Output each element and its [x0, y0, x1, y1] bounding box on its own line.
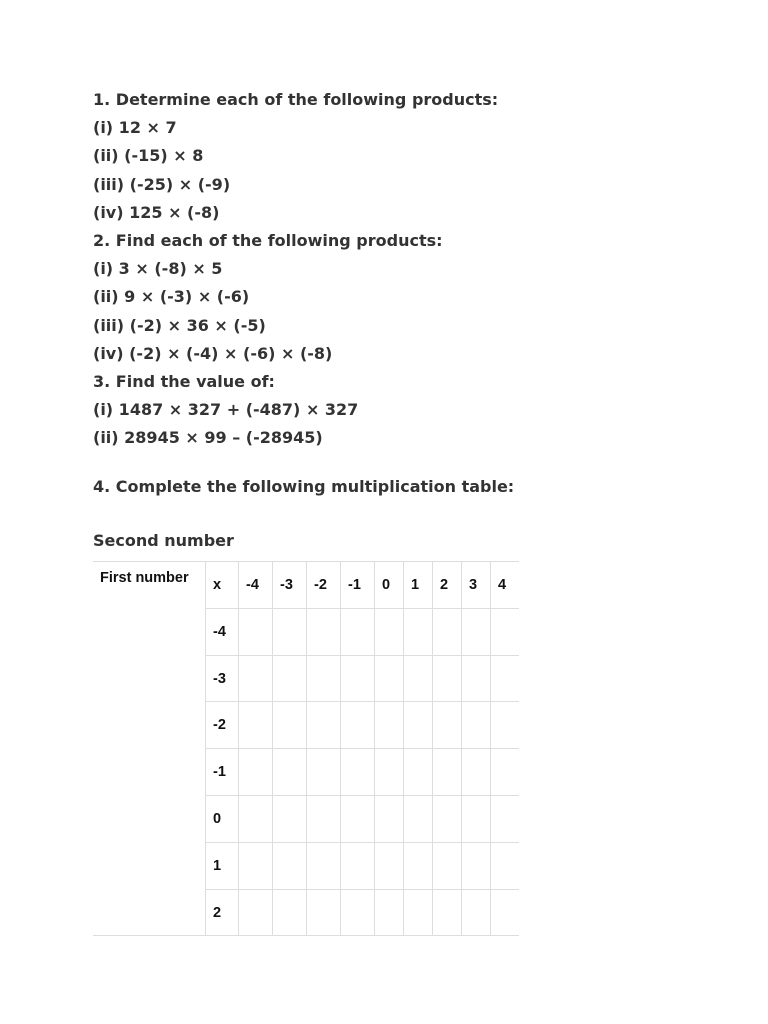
question-1-item: (iii) (-25) × (-9) — [93, 174, 231, 194]
table-cell-empty — [433, 842, 462, 889]
row-header: -4 — [206, 608, 239, 655]
table-cell-empty — [341, 889, 375, 936]
table-cell-empty — [404, 655, 433, 702]
table-cell-empty — [491, 889, 520, 936]
table-cell-empty — [239, 889, 273, 936]
table-cell-empty — [491, 655, 520, 702]
table-cell-empty — [433, 608, 462, 655]
column-header: 1 — [404, 562, 433, 609]
table-cell-empty — [341, 749, 375, 796]
table-cell-empty — [462, 655, 491, 702]
table-cell-empty — [273, 608, 307, 655]
column-header: 4 — [491, 562, 520, 609]
column-header: 3 — [462, 562, 491, 609]
table-cell-empty — [433, 749, 462, 796]
table-cell-empty — [375, 749, 404, 796]
table-cell-empty — [307, 749, 341, 796]
table-cell-empty — [491, 702, 520, 749]
table-cell-empty — [307, 655, 341, 702]
table-cell-empty — [404, 842, 433, 889]
table-cell-empty — [307, 842, 341, 889]
row-header: -1 — [206, 749, 239, 796]
table-cell-empty — [462, 889, 491, 936]
question-1-item: (i) 12 × 7 — [93, 118, 177, 138]
table-cell-empty — [375, 608, 404, 655]
column-header: 0 — [375, 562, 404, 609]
table-cell-empty — [375, 702, 404, 749]
table-cell-empty — [433, 702, 462, 749]
column-header: 2 — [433, 562, 462, 609]
table-cell-empty — [433, 889, 462, 936]
table-cell-empty — [239, 842, 273, 889]
multiplication-table — [93, 561, 519, 936]
row-header: 1 — [206, 842, 239, 889]
table-cell-empty — [341, 608, 375, 655]
question-2-heading: 2. Find each of the following products: — [93, 231, 443, 251]
question-1-item: (ii) (-15) × 8 — [93, 146, 204, 166]
table-cell-empty — [433, 796, 462, 843]
question-4-heading: 4. Complete the following multiplication table: — [93, 476, 515, 496]
question-2-item: (iii) (-2) × 36 × (-5) — [93, 315, 266, 335]
table-cell-empty — [462, 796, 491, 843]
table-cell-empty — [433, 655, 462, 702]
table-cell-empty — [273, 842, 307, 889]
question-1-item: (iv) 125 × (-8) — [93, 202, 220, 222]
table-cell-empty — [239, 608, 273, 655]
table-cell-empty — [375, 796, 404, 843]
question-3-item: (i) 1487 × 327 + (-487) × 327 — [93, 400, 359, 420]
table-cell-empty — [273, 749, 307, 796]
table-header-row — [93, 562, 519, 609]
table-cell-empty — [491, 842, 520, 889]
multiply-symbol-cell: x — [206, 562, 239, 609]
question-2-item: (iv) (-2) × (-4) × (-6) × (-8) — [93, 343, 333, 363]
table-cell-empty — [341, 842, 375, 889]
table-cell-empty — [375, 842, 404, 889]
table-cell-empty — [404, 796, 433, 843]
row-header: -3 — [206, 655, 239, 702]
column-header: -4 — [239, 562, 273, 609]
table-cell-empty — [404, 749, 433, 796]
first-number-label: First number — [93, 562, 206, 936]
table-cell-empty — [491, 796, 520, 843]
table-cell-empty — [307, 608, 341, 655]
table-cell-empty — [404, 608, 433, 655]
table-cell-empty — [462, 842, 491, 889]
table-cell-empty — [462, 608, 491, 655]
column-header: -2 — [307, 562, 341, 609]
table-cell-empty — [273, 702, 307, 749]
table-cell-empty — [375, 889, 404, 936]
table-cell-empty — [239, 655, 273, 702]
multiplication-table-body — [93, 562, 519, 936]
table-cell-empty — [239, 749, 273, 796]
table-cell-empty — [491, 608, 520, 655]
table-cell-empty — [491, 749, 520, 796]
worksheet — [93, 86, 733, 936]
table-cell-empty — [341, 655, 375, 702]
table-cell-empty — [462, 702, 491, 749]
column-header: -3 — [273, 562, 307, 609]
column-header: -1 — [341, 562, 375, 609]
table-cell-empty — [307, 796, 341, 843]
question-2-item: (ii) 9 × (-3) × (-6) — [93, 287, 250, 307]
table-cell-empty — [375, 655, 404, 702]
table-cell-empty — [307, 702, 341, 749]
table-cell-empty — [404, 889, 433, 936]
question-1-heading: 1. Determine each of the following products: — [93, 90, 499, 109]
question-2-item: (i) 3 × (-8) × 5 — [93, 259, 223, 279]
table-cell-empty — [404, 702, 433, 749]
second-number-label: Second number — [93, 530, 234, 550]
table-cell-empty — [273, 889, 307, 936]
row-header: 2 — [206, 889, 239, 936]
table-cell-empty — [341, 702, 375, 749]
table-cell-empty — [273, 796, 307, 843]
table-cell-empty — [307, 889, 341, 936]
question-3-heading: 3. Find the value of: — [93, 372, 275, 392]
table-cell-empty — [273, 655, 307, 702]
row-header: 0 — [206, 796, 239, 843]
table-cell-empty — [341, 796, 375, 843]
table-cell-empty — [239, 702, 273, 749]
row-header: -2 — [206, 702, 239, 749]
question-3-item: (ii) 28945 × 99 – (-28945) — [93, 428, 323, 448]
table-cell-empty — [239, 796, 273, 843]
table-cell-empty — [462, 749, 491, 796]
